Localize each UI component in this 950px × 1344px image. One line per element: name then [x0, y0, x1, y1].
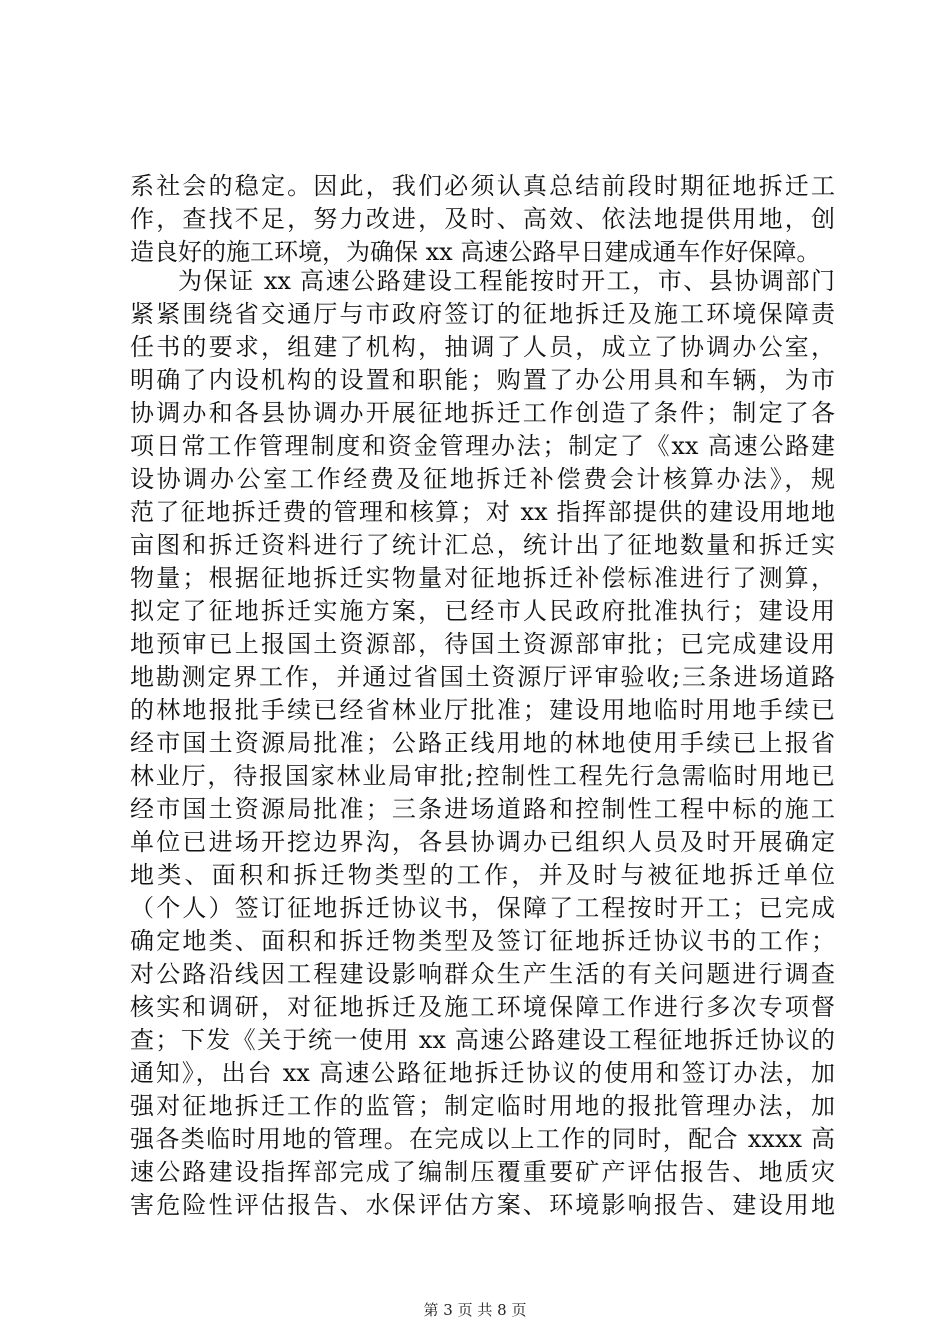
paragraph-2-line-20: （个人）签订征地拆迁协议书，保障了工程按时开工；已完成: [130, 894, 835, 922]
paragraph-1-line-2: 作，查找不足，努力改进，及时、高效、依法地提供用地，创: [130, 205, 835, 233]
paragraph-2-line-15: 经市国土资源局批准；公路正线用地的林地使用手续已上报省: [130, 729, 835, 757]
paragraph-2-line-11: 拟定了征地拆迁实施方案，已经市人民政府批准执行；建设用: [130, 597, 835, 625]
paragraph-2-line-27: 强各类临时用地的管理。在完成以上工作的同时，配合 xxxx 高: [130, 1125, 835, 1153]
paragraph-1-line-3: 造良好的施工环境，为确保 xx 高速公路早日建成通车作好保障。: [130, 238, 821, 266]
paragraph-2-line-23: 核实和调研，对征地拆迁及施工环境保障工作进行多次专项督: [130, 993, 835, 1021]
paragraph-2-line-3: 任书的要求，组建了机构，抽调了人员，成立了协调办公室，: [130, 333, 835, 361]
paragraph-2-line-12: 地预审已上报国土资源部，待国土资源部审批；已完成建设用: [130, 630, 835, 658]
paragraph-2-line-25: 通知》，出台 xx 高速公路征地拆迁协议的使用和签订办法，加: [130, 1059, 835, 1087]
paragraph-2-line-4: 明确了内设机构的设置和职能；购置了办公用具和车辆，为市: [130, 366, 835, 394]
paragraph-2-line-9: 亩图和拆迁资料进行了统计汇总，统计出了征地数量和拆迁实: [130, 531, 835, 559]
paragraph-1-line-1: 系社会的稳定。因此，我们必须认真总结前段时期征地拆迁工: [130, 172, 835, 200]
paragraph-2-line-18: 单位已进场开挖边界沟，各县协调办已组织人员及时开展确定: [130, 828, 835, 856]
paragraph-2-line-14: 的林地报批手续已经省林业厅批准；建设用地临时用地手续已: [130, 696, 835, 724]
paragraph-2-line-2: 紧紧围绕省交通厅与市政府签订的征地拆迁及施工环境保障责: [130, 300, 835, 328]
paragraph-2-line-26: 强对征地拆迁工作的监管；制定临时用地的报批管理办法，加: [130, 1092, 835, 1120]
paragraph-2-line-29: 害危险性评估报告、水保评估方案、环境影响报告、建设用地: [130, 1191, 835, 1219]
paragraph-2-line-8: 范了征地拆迁费的管理和核算；对 xx 指挥部提供的建设用地地: [130, 498, 835, 526]
paragraph-2-line-7: 设协调办公室工作经费及征地拆迁补偿费会计核算办法》，规: [130, 465, 835, 493]
paragraph-2-line-10: 物量；根据征地拆迁实物量对征地拆迁补偿标准进行了测算，: [130, 564, 835, 592]
paragraph-1: [130, 170, 835, 269]
paragraph-2-line-28: 速公路建设指挥部完成了编制压覆重要矿产评估报告、地质灾: [130, 1158, 835, 1186]
paragraph-2-line-19: 地类、面积和拆迁物类型的工作，并及时与被征地拆迁单位: [130, 861, 835, 889]
paragraph-2-line-13: 地勘测定界工作，并通过省国土资源厅评审验收;三条进场道路: [130, 663, 835, 691]
paragraph-2: [130, 265, 835, 1222]
page-footer: 第 3 页 共 8 页: [423, 1301, 527, 1319]
paragraph-2-line-6: 项日常工作管理制度和资金管理办法；制定了《xx 高速公路建: [130, 432, 835, 460]
paragraph-2-line-1: 为保证 xx 高速公路建设工程能按时开工，市、县协调部门: [178, 267, 835, 295]
paragraph-2-line-17: 经市国土资源局批准；三条进场道路和控制性工程中标的施工: [130, 795, 835, 823]
paragraph-2-line-21: 确定地类、面积和拆迁物类型及签订征地拆迁协议书的工作；: [130, 927, 835, 955]
paragraph-2-line-22: 对公路沿线因工程建设影响群众生产生活的有关问题进行调查: [130, 960, 835, 988]
paragraph-2-line-5: 协调办和各县协调办开展征地拆迁工作创造了条件；制定了各: [130, 399, 835, 427]
paragraph-2-line-24: 查；下发《关于统一使用 xx 高速公路建设工程征地拆迁协议的: [130, 1026, 835, 1054]
paragraph-2-line-16: 林业厅，待报国家林业局审批;控制性工程先行急需临时用地已: [130, 762, 835, 790]
